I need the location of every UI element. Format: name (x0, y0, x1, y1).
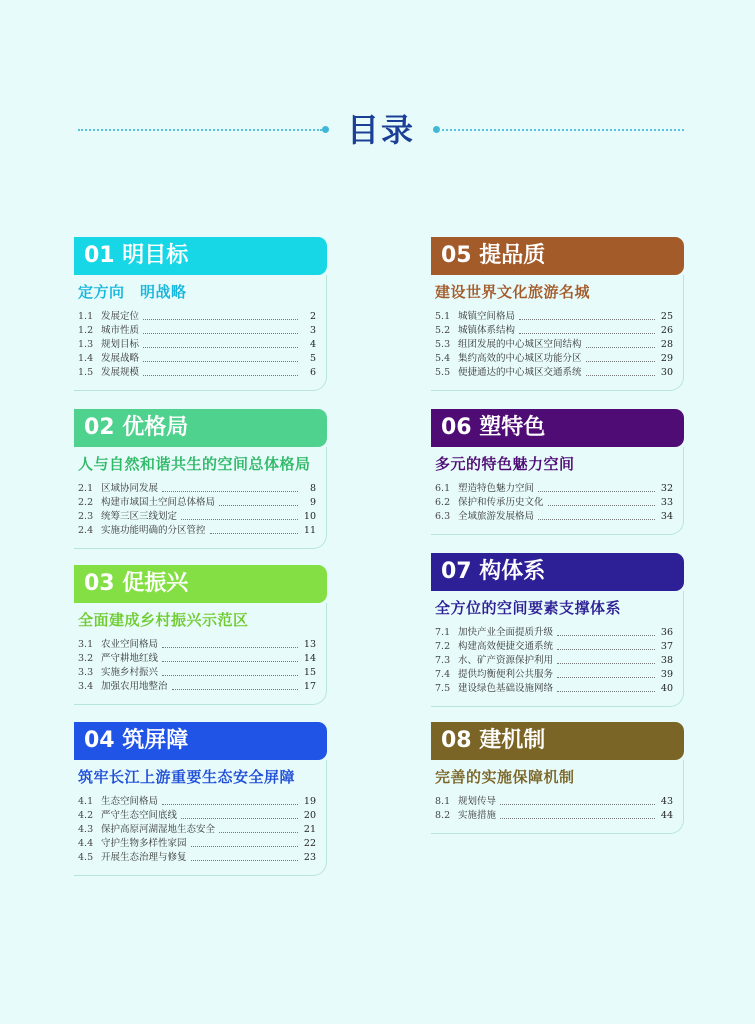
entry-label: 保护和传承历史文化 (458, 497, 544, 508)
section-subtitle: 定方向 明战略 (78, 283, 187, 301)
entry-label: 严守生态空间底线 (101, 810, 178, 821)
entry-page-number: 29 (660, 353, 673, 364)
entry-label: 加强农用地整治 (101, 681, 168, 692)
dot-leader (162, 660, 298, 662)
entry-number: 5.2 (435, 325, 451, 336)
entry-number: 2.3 (78, 511, 94, 522)
toc-entry[interactable] (435, 352, 673, 366)
toc-entry[interactable] (78, 324, 316, 338)
dot-leader (162, 490, 298, 492)
toc-entry[interactable] (78, 338, 316, 352)
toc-section-3 (74, 565, 327, 705)
toc-entry[interactable] (78, 666, 316, 680)
toc-entry[interactable] (78, 809, 316, 823)
section-body (74, 760, 327, 876)
dot-leader (219, 504, 298, 506)
entry-page-number: 28 (660, 339, 673, 350)
toc-section-8 (431, 722, 684, 834)
entry-page-number: 43 (660, 796, 673, 807)
dot-leader (162, 803, 298, 805)
entry-page-number: 22 (303, 838, 316, 849)
dot-leader (519, 318, 655, 320)
entry-number: 3.4 (78, 681, 94, 692)
toc-entry[interactable] (78, 823, 316, 837)
dot-leader (538, 518, 655, 520)
section-body (431, 760, 684, 834)
entry-page-number: 9 (309, 497, 316, 508)
entry-label: 实施功能明确的分区管控 (101, 525, 206, 536)
entry-number: 5.1 (435, 311, 451, 322)
page-title: 目录 (346, 111, 415, 149)
section-subtitle: 全方位的空间要素支撑体系 (435, 599, 622, 617)
entry-label: 城镇体系结构 (458, 325, 516, 336)
entry-number: 3.3 (78, 667, 94, 678)
section-subtitle: 筑牢长江上游重要生态安全屏障 (78, 768, 296, 786)
toc-entry[interactable] (78, 837, 316, 851)
section-subtitle: 完善的实施保障机制 (435, 768, 575, 786)
section-body (431, 591, 684, 707)
dot-leader (557, 690, 655, 692)
entry-number: 1.2 (78, 325, 94, 336)
toc-entry[interactable] (78, 652, 316, 666)
dot-leader (557, 662, 655, 664)
entry-label: 严守耕地红线 (101, 653, 159, 664)
entry-label: 统筹三区三线划定 (101, 511, 178, 522)
entry-label: 便捷通达的中心城区交通系统 (458, 367, 582, 378)
toc-entry[interactable] (78, 352, 316, 366)
entry-number: 4.2 (78, 810, 94, 821)
toc-entry[interactable] (78, 851, 316, 865)
toc-entry[interactable] (435, 795, 673, 809)
entry-label: 区域协同发展 (101, 483, 159, 494)
entry-page-number: 11 (303, 525, 316, 536)
section-header[interactable]: 07 构体系 (431, 553, 684, 591)
entry-label: 建设绿色基础设施网络 (458, 683, 554, 694)
entry-label: 城镇空间格局 (458, 311, 516, 322)
toc-section-7 (431, 553, 684, 707)
entry-label: 构建市域国土空间总体格局 (101, 497, 216, 508)
toc-entry[interactable] (435, 482, 673, 496)
dot-leader (500, 817, 655, 819)
entry-page-number: 5 (309, 353, 316, 364)
toc-entry[interactable] (435, 510, 673, 524)
dot-leader (172, 688, 298, 690)
entry-page-number: 10 (303, 511, 316, 522)
entry-number: 4.3 (78, 824, 94, 835)
entry-number: 1.5 (78, 367, 94, 378)
entry-page-number: 23 (303, 852, 316, 863)
entry-label: 加快产业全面提质升级 (458, 627, 554, 638)
title-divider-left (78, 129, 322, 131)
toc-entry[interactable] (435, 496, 673, 510)
dot-leader (519, 332, 655, 334)
entry-page-number: 25 (660, 311, 673, 322)
entry-label: 生态空间格局 (101, 796, 159, 807)
dot-leader (143, 332, 298, 334)
entry-number: 7.5 (435, 683, 451, 694)
dot-leader (181, 817, 298, 819)
entry-page-number: 8 (309, 483, 316, 494)
dot-leader (143, 374, 298, 376)
entry-page-number: 21 (303, 824, 316, 835)
toc-entry[interactable] (435, 626, 673, 640)
toc-section-4 (74, 722, 327, 876)
entry-page-number: 40 (660, 683, 673, 694)
section-body (74, 603, 327, 705)
entry-label: 提供均衡便利公共服务 (458, 669, 554, 680)
entry-number: 8.1 (435, 796, 451, 807)
entry-number: 6.2 (435, 497, 451, 508)
entry-number: 1.1 (78, 311, 94, 322)
entry-label: 集约高效的中心城区功能分区 (458, 353, 582, 364)
entry-label: 发展战略 (101, 353, 140, 364)
entry-label: 规划传导 (458, 796, 497, 807)
entry-page-number: 34 (660, 511, 673, 522)
section-header[interactable]: 06 塑特色 (431, 409, 684, 447)
section-body (431, 447, 684, 535)
dot-leader (181, 518, 298, 520)
entry-page-number: 13 (303, 639, 316, 650)
dot-leader (557, 676, 655, 678)
entry-page-number: 14 (303, 653, 316, 664)
toc-entry[interactable] (78, 496, 316, 510)
section-header[interactable]: 08 建机制 (431, 722, 684, 760)
entry-label: 塑造特色魅力空间 (458, 483, 535, 494)
toc-entry[interactable] (435, 310, 673, 324)
toc-entry[interactable] (435, 640, 673, 654)
entry-label: 实施措施 (458, 810, 497, 821)
toc-entry[interactable] (435, 654, 673, 668)
entry-label: 构建高效便捷交通系统 (458, 641, 554, 652)
toc-section-5 (431, 237, 684, 391)
entry-page-number: 17 (303, 681, 316, 692)
dot-leader (143, 346, 298, 348)
toc-entry[interactable] (435, 668, 673, 682)
dot-leader (557, 634, 655, 636)
entry-page-number: 32 (660, 483, 673, 494)
dot-leader (162, 646, 298, 648)
entry-label: 发展定位 (101, 311, 140, 322)
section-subtitle: 建设世界文化旅游名城 (435, 283, 591, 301)
entry-number: 5.5 (435, 367, 451, 378)
section-body (74, 275, 327, 391)
entry-number: 2.4 (78, 525, 94, 536)
dot-leader (586, 360, 655, 362)
toc-entry[interactable] (435, 366, 673, 380)
dot-leader (219, 831, 298, 833)
entry-number: 5.3 (435, 339, 451, 350)
dot-leader (162, 674, 298, 676)
entry-label: 规划目标 (101, 339, 140, 350)
section-header[interactable]: 03 促振兴 (74, 565, 327, 603)
entry-number: 6.1 (435, 483, 451, 494)
entry-label: 水、矿产资源保护利用 (458, 655, 554, 666)
title-divider-right (438, 129, 684, 131)
entry-page-number: 4 (309, 339, 316, 350)
entry-page-number: 26 (660, 325, 673, 336)
toc-entry[interactable] (435, 338, 673, 352)
toc-entry[interactable] (78, 366, 316, 380)
toc-entry[interactable] (435, 682, 673, 696)
entry-page-number: 37 (660, 641, 673, 652)
entry-number: 5.4 (435, 353, 451, 364)
entry-page-number: 6 (309, 367, 316, 378)
entry-page-number: 15 (303, 667, 316, 678)
toc-entry[interactable] (78, 680, 316, 694)
dot-leader (586, 374, 655, 376)
entry-page-number: 36 (660, 627, 673, 638)
toc-section-2 (74, 409, 327, 549)
entry-page-number: 44 (660, 810, 673, 821)
entry-page-number: 38 (660, 655, 673, 666)
dot-leader (538, 490, 655, 492)
entry-label: 农业空间格局 (101, 639, 159, 650)
dot-leader (500, 803, 655, 805)
entry-number: 7.3 (435, 655, 451, 666)
entry-label: 组团发展的中心城区空间结构 (458, 339, 582, 350)
entry-label: 开展生态治理与修复 (101, 852, 187, 863)
toc-entry[interactable] (78, 510, 316, 524)
section-header[interactable]: 04 筑屏障 (74, 722, 327, 760)
section-header[interactable]: 02 优格局 (74, 409, 327, 447)
entry-number: 6.3 (435, 511, 451, 522)
title-dot-left (322, 126, 329, 133)
entry-number: 1.3 (78, 339, 94, 350)
entry-label: 实施乡村振兴 (101, 667, 159, 678)
section-subtitle: 多元的特色魅力空间 (435, 455, 575, 473)
entry-page-number: 30 (660, 367, 673, 378)
entry-number: 1.4 (78, 353, 94, 364)
entry-number: 4.1 (78, 796, 94, 807)
entry-page-number: 2 (309, 311, 316, 322)
dot-leader (191, 845, 298, 847)
dot-leader (557, 648, 655, 650)
entry-number: 4.5 (78, 852, 94, 863)
entry-label: 发展规模 (101, 367, 140, 378)
entry-page-number: 3 (309, 325, 316, 336)
entry-number: 2.1 (78, 483, 94, 494)
section-subtitle: 人与自然和谐共生的空间总体格局 (78, 455, 311, 473)
section-body (74, 447, 327, 549)
section-body (431, 275, 684, 391)
section-header[interactable]: 05 提品质 (431, 237, 684, 275)
section-subtitle: 全面建成乡村振兴示范区 (78, 611, 249, 629)
dot-leader (586, 346, 655, 348)
entry-number: 7.2 (435, 641, 451, 652)
entry-number: 3.1 (78, 639, 94, 650)
title-row (78, 108, 684, 152)
entry-number: 4.4 (78, 838, 94, 849)
toc-entry[interactable] (435, 809, 673, 823)
entry-page-number: 39 (660, 669, 673, 680)
dot-leader (143, 318, 298, 320)
section-header[interactable]: 01 明目标 (74, 237, 327, 275)
entry-page-number: 20 (303, 810, 316, 821)
entry-page-number: 19 (303, 796, 316, 807)
toc-section-6 (431, 409, 684, 535)
dot-leader (191, 859, 298, 861)
toc-entry[interactable] (78, 795, 316, 809)
entry-label: 守护生物多样性家园 (101, 838, 187, 849)
entry-number: 8.2 (435, 810, 451, 821)
toc-entry[interactable] (435, 324, 673, 338)
dot-leader (548, 504, 655, 506)
toc-section-1 (74, 237, 327, 391)
entry-number: 7.4 (435, 669, 451, 680)
toc-entry[interactable] (78, 310, 316, 324)
dot-leader (143, 360, 298, 362)
toc-entry[interactable] (78, 638, 316, 652)
dot-leader (210, 532, 298, 534)
entry-number: 7.1 (435, 627, 451, 638)
entry-label: 全域旅游发展格局 (458, 511, 535, 522)
toc-entry[interactable] (78, 524, 316, 538)
entry-page-number: 33 (660, 497, 673, 508)
toc-entry[interactable] (78, 482, 316, 496)
entry-number: 3.2 (78, 653, 94, 664)
entry-label: 城市性质 (101, 325, 140, 336)
entry-label: 保护高原河湖湿地生态安全 (101, 824, 216, 835)
entry-number: 2.2 (78, 497, 94, 508)
